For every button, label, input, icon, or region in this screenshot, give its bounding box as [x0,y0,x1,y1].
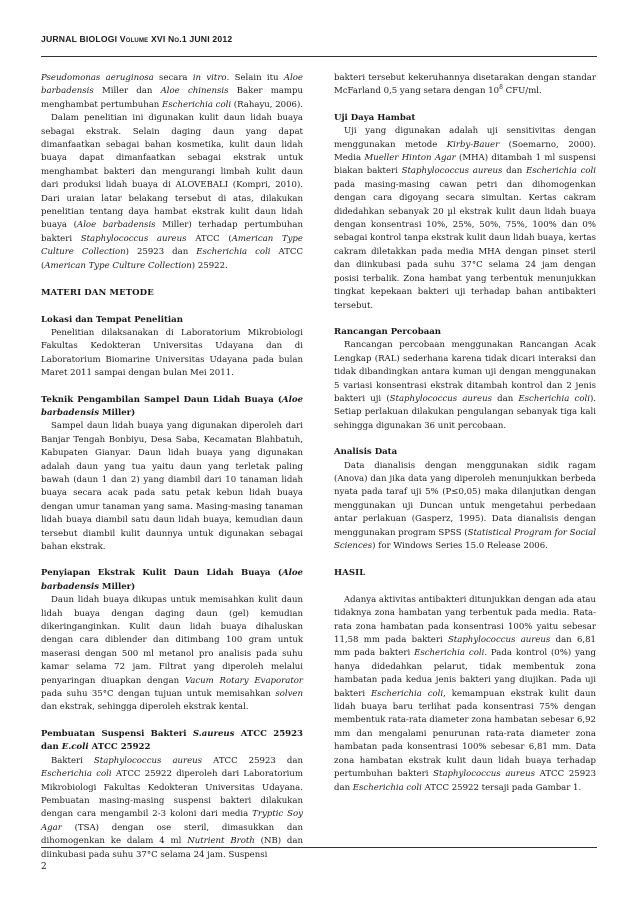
subheading-analisis: Analisis Data [334,447,398,458]
journal-name: JURNAL BIOLOGI [41,34,118,44]
paragraph-penyiapan: Daun lidah buaya dikupas untuk memisahkan kulit daun lidah buaya dengan daging daun (gel) kemudian dikeringanginkan. Kulit daun lidah buaya dihaluskan dengan cara diblender dan ditimbang 100 gram untuk maserasi dengan 500 ml metanol pro analisis pada suhu kamar selama 72 jam. Filtrat yang diperoleh melalui penyaringan diuapkan dengan Vacum Rotary Evaporator pada suhu 35°C dengan tujuan untuk memisahkan solven dan ekstrak, sehingga diperoleh ekstrak kental. [41,595,303,713]
paragraph-teknik: Sampel daun lidah buaya yang digunakan diperoleh dari Banjar Tengah Bonbiyu, Desa Saba, Kecamatan Blahbatuh, Kabupaten Gianyar. Daun lidah buaya yang digunakan adalah daun yang tua yaitu daun yang terletak paling bawah (daun 1 dan 2) yang diambil dari 10 tanaman lidah buaya secara acak pada satu petak kebun lidah buaya dengan umur tanaman yang sama. Masing-masing tanaman lidah buaya diambil satu daun lidah buaya, kemudian daun tersebut diambil kulit daunnya untuk digunakan sebagai bahan ekstrak. [41,421,303,552]
section-heading-hasil: HASIL [334,568,366,579]
running-header [41,34,232,44]
paragraph-rancangan: Rancangan percobaan menggunakan Rancangan Acak Lengkap (RAL) sederhana karena tidak dicari interaksi dan tidak dibandingkan antara kuman uji dengan menggunakan 5 variasi konsentrasi ekstrak ditambah kontrol dan 2 jenis bakteri uji (Staphylococcus aureus dan Escherichia coli). Setiap perlakuan dilakukan pengulangan sebanyak tiga kali sehingga digunakan 36 unit percobaan. [334,340,596,431]
intro-paragraph: Dalam penelitian ini digunakan kulit daun lidah buaya sebagai ekstrak. Selain daging daun yang dapat dimanfaatkan sebagai bahan kosmetika, kulit daun lidah buaya dapat dimanfaatkan sebagai ekstrak untuk menghambat bakteri dan mengurangi limbah kulit daun dari produksi lidah buaya di ALOVEBALI (Kompri, 2010). Dari uraian latar belakang tersebut di atas, dilakukan penelitian tentang daya hambat ekstrak kulit daun lidah buaya (Aloe barbadensis Miller) terhadap pertumbuhan bakteri Staphylococcus aureus ATCC (American Type Culture Collection) 25923 dan Escherichia coli ATCC (American Type Culture Collection) 25922. [41,113,304,271]
paragraph-pembuatan: Bakteri Staphylococcus aureus ATCC 25923 dan Escherichia coli ATCC 25922 diperoleh dari Laboratorium Mikrobiologi Fakultas Kedokteran Universitas Udayana. Pembuatan masing-masing suspensi bakteri dilakukan dengan cara mengambil 2-3 koloni dari media Tryptic Soy Agar (TSA) dengan ose steril, dimasukkan dan dihomogenkan ke dalam 4 ml Nutrient Broth (NB) dan diinkubasi pada suhu 37°C selama 24 jam. Suspensi [41,755,304,860]
subheading-pembuatan: Pembuatan Suspensi Bakteri S.aureus ATCC 25923 dan E.coli ATCC 25922 [41,728,303,753]
page-number: 2 [41,862,47,872]
paragraph-hasil: Adanya aktivitas antibakteri ditunjukkan dengan ada atau tidaknya zona hambatan yang terbentuk pada media. Rata-rata zona hambatan pada konsentrasi 100% yaitu sebesar 11,58 mm pada bakteri Staphylococcus aureus dan 6,81 mm pada bakteri Escherichia coli. Pada kontrol (0%) yang hanya didedahkan pelarut, tidak membentuk zona hambatan pada kedua jenis bakteri yang diujikan. Pada uji bakteri Escherichia coli, kemampuan ekstrak kulit daun lidah buaya baru terlihat pada konsentrasi 75% dengan membentuk rata-rata diameter zona hambatan sebesar 6,92 mm dan mengalami penurunan rata-rata diameter zona hambatan pada konsentrasi 100% sebesar 6,81 mm. Data zona hambatan ekstrak kulit daun lidah buaya terhadap pertumbuhan bakteri Staphylococcus aureus ATCC 25923 dan Escherichia coli ATCC 25922 tersaji pada Gambar 1. [334,594,597,793]
section-heading-materi: MATERI DAN METODE [41,288,154,299]
paragraph-analisis: Data dianalisis dengan menggunakan sidik ragam (Anova) dan jika data yang diperoleh menunjukkan berbeda nyata pada taraf uji 5% (P≤0,05) maka dilanjutkan dengan menggunakan uji Duncan untuk mengetahui perbedaan antar perlakuan (Gasperz, 1995). Data dianalisis dengan menggunakan program SPSS (Statistical Program for Social Sciences) for Windows Series 15.0 Release 2006. [334,460,596,551]
journal-volume: Volume XVI No.1 JUNI 2012 [119,34,233,44]
paragraph-uji: Uji yang digunakan adalah uji sensitivitas dengan menggunakan metode Kirby-Bauer (Soemarno, 2000). Media Mueller Hinton Agar (MHA) ditambah 1 ml suspensi biakan bakteri Staphylococcus aureus dan Escherichia coli pada masing-masing cawan petri dan dihomogenkan dengan cara digoyang secara simultan. Kertas cakram didedahkan sebanyak 20 µl ekstrak kulit daun lidah buaya dengan konsentrasi 10%, 25%, 50%, 75%, 100% dan 0% sebagai kontrol tanpa ekstrak kulit daun lidah buaya, kertas cakram diletakkan pada media MHA dengan pinset steril dan diinkubasi pada suhu 37°C selama 24 jam dengan posisi terbalik. Zona hambat yang terbentuk menunjukkan tingkat kepekaan bakteri uji terhadap bahan antibakteri tersebut. [334,126,596,311]
right-column [334,72,596,795]
paragraph-suspensi-cont: bakteri tersebut kekeruhannya disetarakan dengan standar McFarland 0,5 yang setara dengan $10^8$ CFU/ml. [334,73,596,97]
subheading-rancangan: Rancangan Percobaan [334,326,442,337]
left-column [41,72,303,862]
subheading-lokasi: Lokasi dan Tempat Penelitian [41,314,183,325]
header-rule [41,56,597,57]
footer-rule [41,847,597,848]
subheading-teknik: Teknik Pengambilan Sampel Daun Lidah Buaya (Aloe barbadensis Miller) [41,394,303,418]
intro-paragraph-end: Pseudomonas aeruginosa secara in vitro. Selain itu Aloe barbadensis Miller dan Aloe chinensis Baker mampu menghambat pertumbuhan Escherichia coli (Rahayu, 2006). [41,73,304,110]
subheading-uji: Uji Daya Hambat [334,112,416,123]
subheading-penyiapan: Penyiapan Ekstrak Kulit Daun Lidah Buaya (Aloe barbadensis Miller) [41,568,303,592]
paragraph-lokasi: Penelitian dilaksanakan di Laboratorium Mikrobiologi Fakultas Kedokteran Universitas Udayana dan di Laboratorium Biomarine Universitas Udayana pada bulan Maret 2011 sampai dengan bulan Mei 2011. [41,327,303,379]
